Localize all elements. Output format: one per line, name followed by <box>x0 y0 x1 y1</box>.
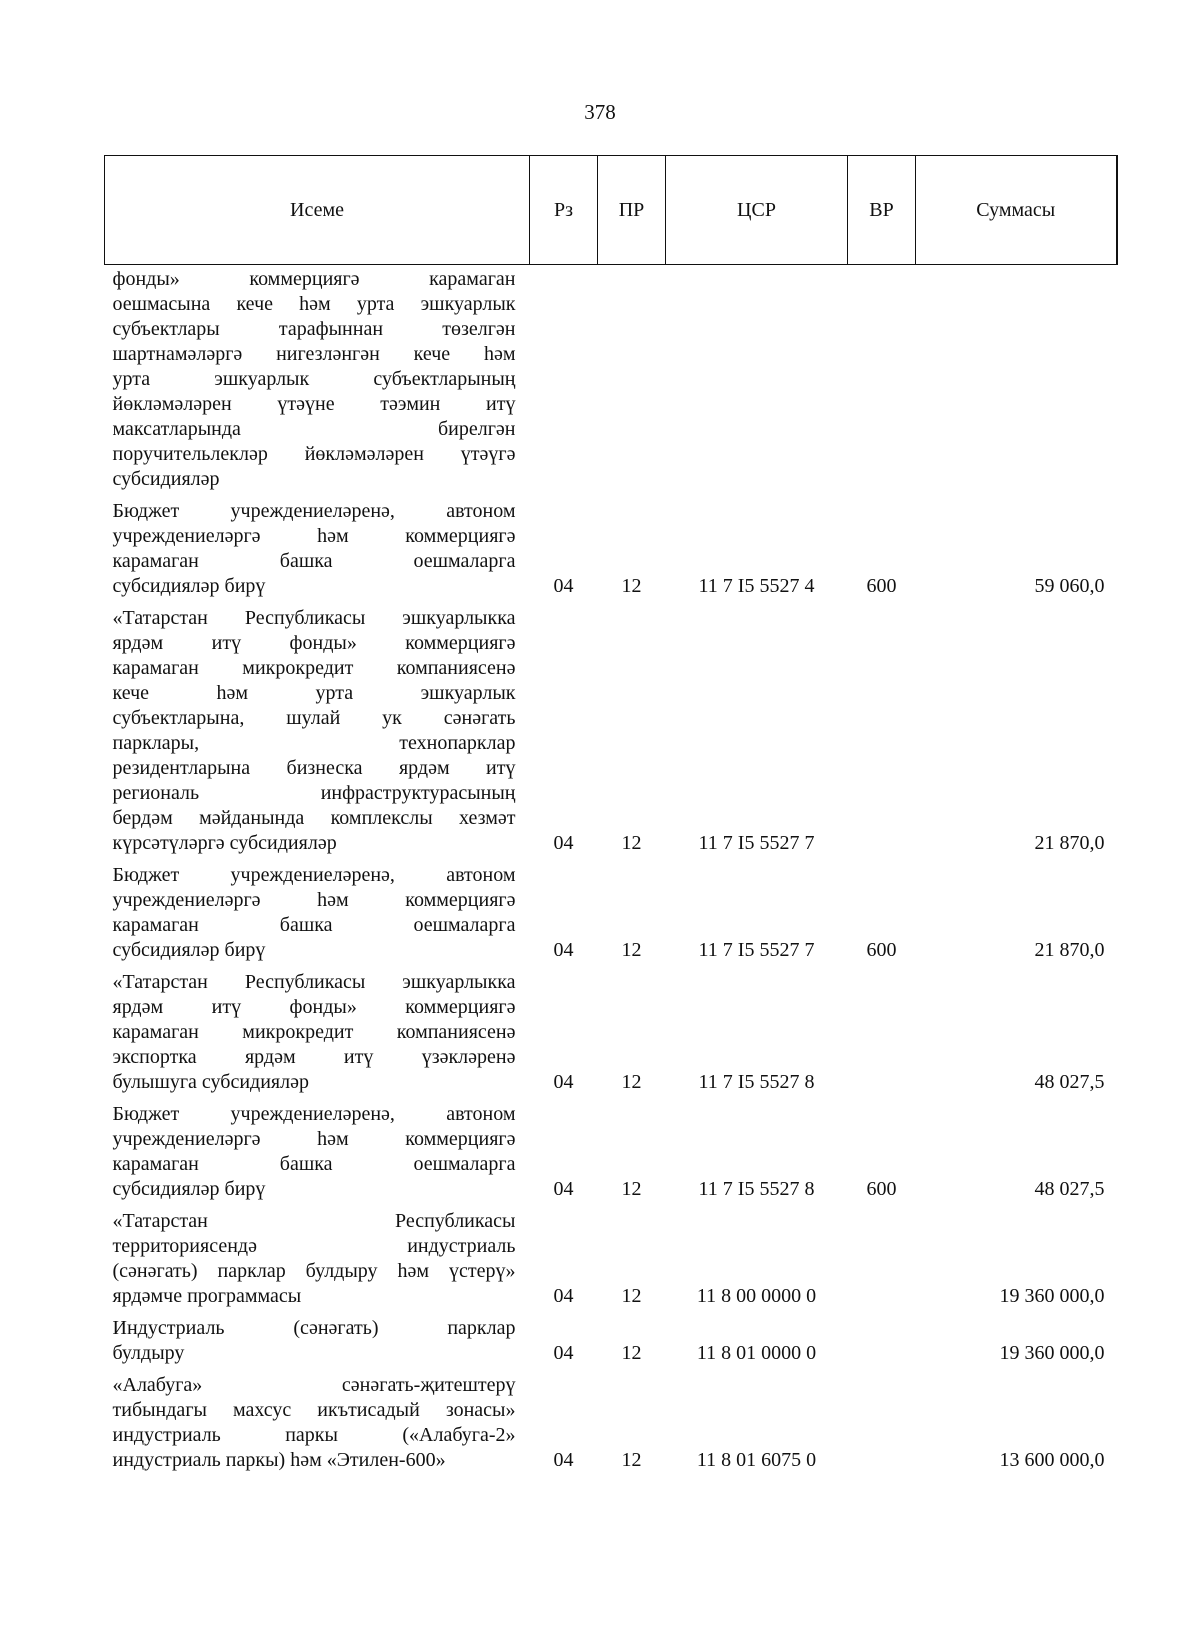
row-vr-cell <box>848 265 916 500</box>
table-header-row <box>105 156 1117 265</box>
row-name-line: булдыру <box>112 1342 185 1364</box>
row-vr-cell <box>848 1316 916 1373</box>
header-name: Исеме <box>105 156 530 265</box>
row-name-line: ярдәм итү фонды» коммерциягә <box>112 632 516 654</box>
table-row <box>105 499 1117 606</box>
row-name-line: «Алабуга» сәнәгать-җитештерү <box>112 1374 516 1396</box>
row-name-line: йөкләмәләрен үтәүне тәэмин итү <box>112 393 516 415</box>
row-name-line: резидентларына бизнеска ярдәм итү <box>112 757 516 779</box>
row-name-line: учреждениеләргә һәм коммерциягә <box>112 889 516 911</box>
row-name-line: учреждениеләргә һәм коммерциягә <box>112 1128 516 1150</box>
table-row <box>105 606 1117 863</box>
row-name-line: Бюджет учреждениеләренә, автоном <box>112 500 516 522</box>
row-sum-cell: 48 027,5 <box>1034 1071 1105 1093</box>
row-rz-cell: 04 <box>553 1071 574 1093</box>
row-rz-cell: 04 <box>553 1342 574 1364</box>
table-row <box>105 265 1117 500</box>
row-name-line: күрсәтүләргә субсидияләр <box>112 832 337 854</box>
row-vr-cell <box>848 606 916 863</box>
row-sum-cell: 21 870,0 <box>1034 939 1105 961</box>
row-name-line: фонды» коммерциягә карамаган <box>112 268 516 290</box>
row-name-line: карамаган башка оешмаларга <box>112 914 516 936</box>
row-vr-cell: 600 <box>866 1178 897 1200</box>
row-name-line: булышуга субсидияләр <box>112 1071 309 1093</box>
row-name-line: субсидияләр бирү <box>112 575 266 597</box>
row-name-line: максатларында бирелгән <box>112 418 516 440</box>
row-name-line: Бюджет учреждениеләренә, автоном <box>112 864 516 886</box>
row-rz-cell: 04 <box>553 1449 574 1471</box>
table-row <box>105 1373 1117 1480</box>
row-sum-cell: 13 600 000,0 <box>999 1449 1105 1471</box>
row-name-line: кече һәм урта эшкуарлык <box>112 682 516 704</box>
row-name-line: урта эшкуарлык субъектларының <box>112 368 516 390</box>
row-pr-cell <box>598 265 666 500</box>
row-name-line: карамаган микрокредит компаниясенә <box>112 1021 516 1043</box>
table-row <box>105 1316 1117 1373</box>
row-pr-cell: 12 <box>621 575 642 597</box>
row-name-line: поручительлекләр йөкләмәләрен үтәүгә <box>112 443 516 465</box>
row-name-line: ярдәм итү фонды» коммерциягә <box>112 996 516 1018</box>
row-name-line: бердәм мәйданында комплекслы хезмәт <box>112 807 516 829</box>
row-name-cell <box>105 1316 530 1373</box>
row-csr-cell: 11 7 I5 5527 8 <box>698 1178 815 1200</box>
row-pr-cell: 12 <box>621 1178 642 1200</box>
row-rz-cell: 04 <box>553 832 574 854</box>
row-name-line: карамаган микрокредит компаниясенә <box>112 657 516 679</box>
row-rz-cell: 04 <box>553 939 574 961</box>
row-name-line: «Татарстан Республикасы эшкуарлыкка <box>112 971 516 993</box>
row-name-cell <box>105 499 530 606</box>
row-name-line: парклары, технопарклар <box>112 732 516 754</box>
table-row <box>105 970 1117 1102</box>
row-name-line: экспортка ярдәм итү үзәкләренә <box>112 1046 516 1068</box>
row-vr-cell: 600 <box>866 939 897 961</box>
row-sum-cell: 48 027,5 <box>1034 1178 1105 1200</box>
row-name-line: тибындагы махсус икътисадый зонасы» <box>112 1399 516 1421</box>
row-pr-cell: 12 <box>621 832 642 854</box>
table-row <box>105 1209 1117 1316</box>
row-name-line: территориясендә индустриаль <box>112 1235 516 1257</box>
header-vr: ВР <box>848 156 916 265</box>
row-name-line: оешмасына кече һәм урта эшкуарлык <box>112 293 516 315</box>
row-name-line: Индустриаль (сәнәгать) парклар <box>112 1317 516 1339</box>
row-name-line: (сәнәгать) парклар булдыру һәм үстерү» <box>112 1260 516 1282</box>
row-name-cell <box>105 606 530 863</box>
row-name-cell <box>105 265 530 500</box>
table-body <box>105 265 1117 1481</box>
row-csr-cell: 11 7 I5 5527 7 <box>698 832 815 854</box>
row-name-cell <box>105 863 530 970</box>
row-csr-cell: 11 8 01 6075 0 <box>696 1449 817 1471</box>
row-vr-cell <box>848 1209 916 1316</box>
row-csr-cell <box>666 265 848 500</box>
row-pr-cell: 12 <box>621 1285 642 1307</box>
row-sum-cell: 21 870,0 <box>1034 832 1105 854</box>
row-name-line: субсидияләр бирү <box>112 1178 266 1200</box>
row-name-line: субъектлары тарафыннан төзелгән <box>112 318 516 340</box>
row-sum-cell: 59 060,0 <box>1034 575 1105 597</box>
row-name-line: индустриаль паркы («Алабуга-2» <box>112 1424 516 1446</box>
row-csr-cell: 11 8 01 0000 0 <box>696 1342 817 1364</box>
row-rz-cell: 04 <box>553 1178 574 1200</box>
row-name-cell <box>105 1373 530 1480</box>
row-name-line: учреждениеләргә һәм коммерциягә <box>112 525 516 547</box>
row-name-cell <box>105 970 530 1102</box>
page-number: 378 <box>584 100 616 124</box>
row-vr-cell <box>848 1373 916 1480</box>
header-pr: ПР <box>598 156 666 265</box>
row-name-line: карамаган башка оешмаларга <box>112 550 516 572</box>
row-name-cell <box>105 1209 530 1316</box>
row-name-line: субсидияләр <box>112 468 220 490</box>
row-pr-cell: 12 <box>621 1071 642 1093</box>
table-row <box>105 1102 1117 1209</box>
row-pr-cell: 12 <box>621 1449 642 1471</box>
row-rz-cell: 04 <box>553 1285 574 1307</box>
row-pr-cell: 12 <box>621 1342 642 1364</box>
row-rz-cell <box>530 265 598 500</box>
row-csr-cell: 11 7 I5 5527 4 <box>698 575 815 597</box>
row-name-line: ярдәмче программасы <box>112 1285 302 1307</box>
row-name-line: карамаган башка оешмаларга <box>112 1153 516 1175</box>
row-sum-cell: 19 360 000,0 <box>999 1342 1105 1364</box>
row-name-line: Бюджет учреждениеләренә, автоном <box>112 1103 516 1125</box>
header-rz: Рз <box>530 156 598 265</box>
row-vr-cell: 600 <box>866 575 897 597</box>
row-rz-cell: 04 <box>553 575 574 597</box>
row-name-line: «Татарстан Республикасы <box>112 1210 516 1232</box>
row-csr-cell: 11 8 00 0000 0 <box>696 1285 817 1307</box>
row-name-line: региональ инфраструктурасының <box>112 782 516 804</box>
row-name-line: шартнамәләргә нигезләнгән кече һәм <box>112 343 516 365</box>
row-name-line: индустриаль паркы) һәм «Этилен-600» <box>112 1449 446 1471</box>
row-sum-cell <box>916 265 1117 500</box>
header-csr: ЦСР <box>666 156 848 265</box>
row-csr-cell: 11 7 I5 5527 7 <box>698 939 815 961</box>
row-name-line: субсидияләр бирү <box>112 939 266 961</box>
row-name-cell <box>105 1102 530 1209</box>
row-sum-cell: 19 360 000,0 <box>999 1285 1105 1307</box>
table-row <box>105 863 1117 970</box>
header-sum: Суммасы <box>916 156 1117 265</box>
row-name-line: «Татарстан Республикасы эшкуарлыкка <box>112 607 516 629</box>
budget-table <box>104 155 1118 1480</box>
row-name-line: субъектларына, шулай ук сәнәгать <box>112 707 516 729</box>
row-csr-cell: 11 7 I5 5527 8 <box>698 1071 815 1093</box>
row-pr-cell: 12 <box>621 939 642 961</box>
row-vr-cell <box>848 970 916 1102</box>
